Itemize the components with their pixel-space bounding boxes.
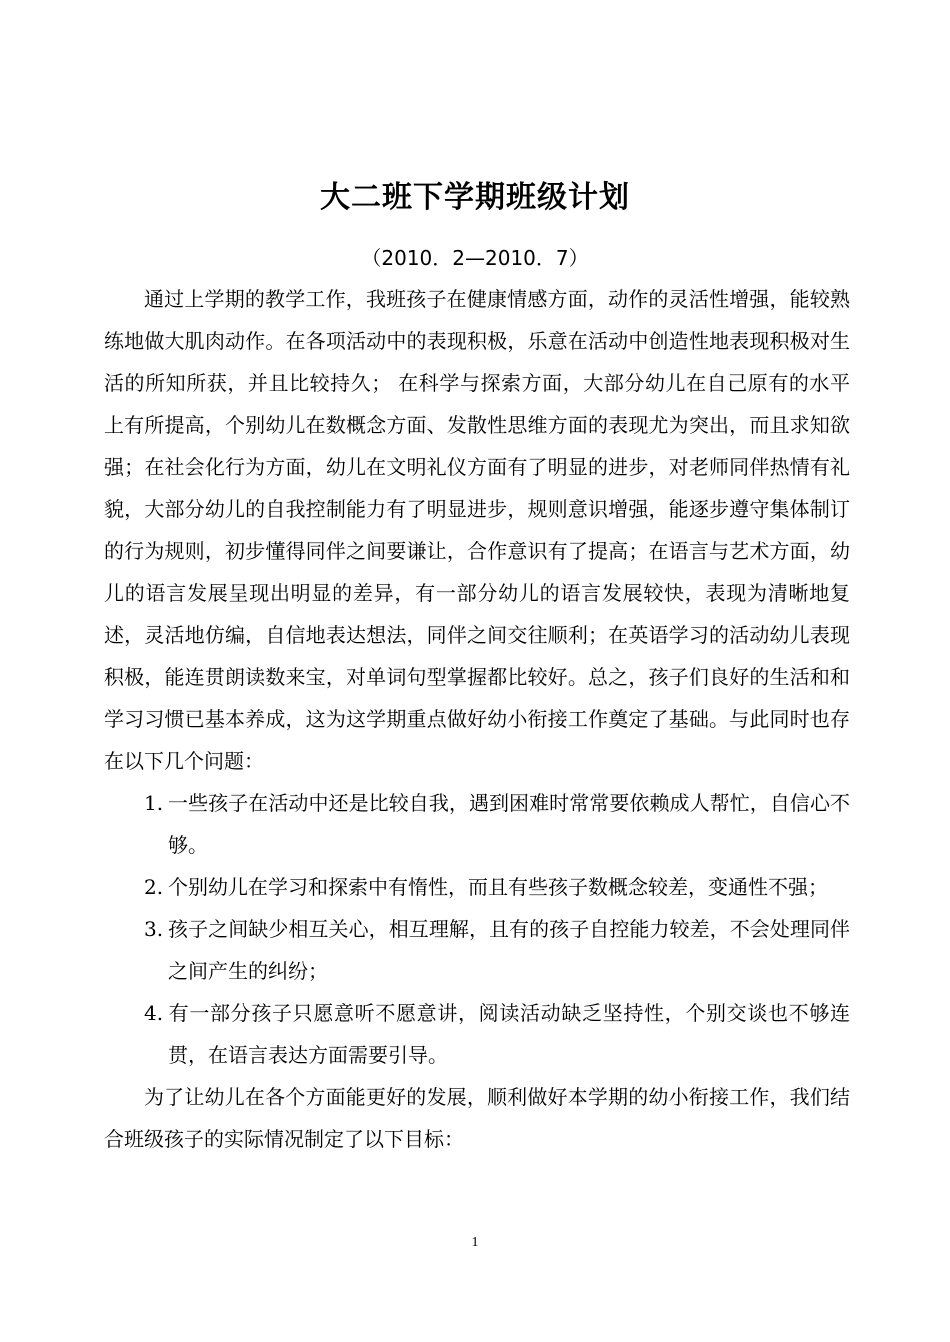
document-body [104,278,850,1160]
intro-paragraph: 通过上学期的教学工作，我班孩子在健康情感方面，动作的灵活性增强，能较熟练地做大肌肉动作。在各项活动中的表现积极，乐意在活动中创造性地表现积极对生活的所知所获，并且比较持久； 在科学与探索方面，大部分幼儿在自己原有的水平上有所提高，个别幼儿在数概念方面、发散性思维方面的表现尤为突出，而且求知欲强；在社会化行为方面，幼儿在文明礼仪方面有了明显的进步，对老师同伴热情有礼貌，大部分幼儿的自我控制能力有了明显进步，规则意识增强，能逐步遵守集体制订的行为规则，初步懂得同伴之间要谦让，合作意识有了提高；在语言与艺术方面，幼儿的语言发展呈现出明显的差异，有一部分幼儿的语言发展较快，表现为清晰地复述，灵活地仿编，自信地表达想法，同伴之间交往顺利；在英语学习的活动幼儿表现积极，能连贯朗读数来宝，对单词句型掌握都比较好。总之，孩子们良好的生活和和学习习惯已基本养成，这为这学期重点做好幼小衔接工作奠定了基础。与此同时也存在以下几个问题： [104,287,850,773]
list-item-number: 1. [144,791,164,815]
list-item-number: 2. [144,875,164,899]
conclusion-paragraph: 为了让幼儿在各个方面能更好的发展，顺利做好本学期的幼小衔接工作，我们结合班级孩子的实际情况制定了以下目标： [104,1085,850,1151]
list-item-text: 一些孩子在活动中还是比较自我，遇到困难时常常要依赖成人帮忙，自信心不够。 [168,791,850,857]
list-item-number: 4. [144,1001,164,1025]
document-title: 大二班下学期班级计划 [320,180,630,215]
list-item [104,866,850,908]
list-item [104,782,850,866]
list-item-number: 3. [144,917,164,941]
document-subtitle: （2010．2—2010．7） [361,246,589,270]
list-item [104,992,850,1076]
page-number: 1 [471,1235,479,1250]
list-item-text: 孩子之间缺少相互关心，相互理解，且有的孩子自控能力较差，不会处理同伴之间产生的纠纷； [168,917,850,983]
list-item-text: 有一部分孩子只愿意听不愿意讲，阅读活动缺乏坚持性，个别交谈也不够连贯，在语言表达方面需要引导。 [168,1001,850,1067]
list-item-text: 个别幼儿在学习和探索中有惰性，而且有些孩子数概念较差，变通性不强； [168,875,828,899]
problem-list [104,782,850,1076]
list-item [104,908,850,992]
